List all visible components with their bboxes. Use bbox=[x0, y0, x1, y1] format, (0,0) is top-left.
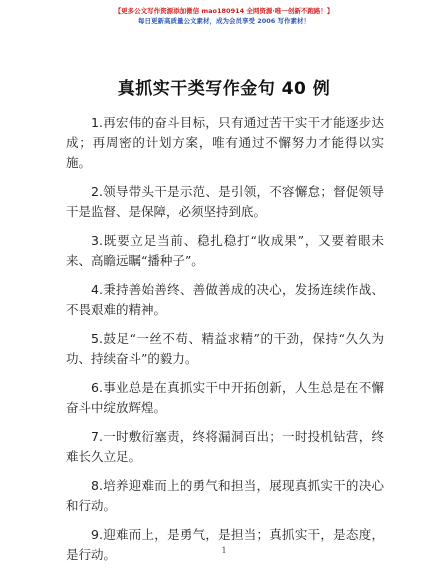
list-item bbox=[66, 182, 384, 222]
document-title: 真抓实干类写作金句 40 例 bbox=[117, 79, 331, 99]
item-number: 8. bbox=[91, 478, 103, 493]
item-text: 培养迎难而上的勇气和担当，展现真抓实干的决心和行动。 bbox=[66, 478, 384, 513]
list-item bbox=[66, 427, 384, 467]
list-item bbox=[66, 476, 384, 516]
list-item bbox=[66, 231, 384, 271]
item-number: 9. bbox=[91, 527, 103, 542]
item-number: 1. bbox=[91, 115, 103, 130]
list-item bbox=[66, 113, 384, 173]
document-body bbox=[66, 113, 384, 574]
promo-banner-line-2: 每日更新高质量公文素材，成为会员享受 2006 写作素材！ bbox=[137, 17, 311, 25]
item-number: 2. bbox=[91, 184, 103, 199]
item-number: 3. bbox=[91, 233, 103, 248]
item-number: 7. bbox=[91, 429, 103, 444]
list-item bbox=[66, 378, 384, 418]
item-number: 5. bbox=[91, 331, 103, 346]
list-item bbox=[66, 280, 384, 320]
item-text: 一时敷衍塞责，终将漏洞百出；一时投机钻营，终难长久立足。 bbox=[66, 429, 384, 464]
item-text: 领导带头干是示范、是引领，不容懈怠；督促领导干是监督、是保障，必须坚持到底。 bbox=[66, 184, 384, 219]
item-text: 鼓足“一丝不苟、精益求精”的干劲，保持“久久为功、持续奋斗”的毅力。 bbox=[66, 331, 384, 366]
item-number: 6. bbox=[91, 380, 103, 395]
item-text: 秉持善始善终、善做善成的决心，发扬连续作战、不畏艰难的精神。 bbox=[66, 282, 384, 317]
item-text: 迎难而上，是勇气，是担当；真抓实干，是态度，是行动。 bbox=[66, 527, 384, 562]
list-item bbox=[66, 525, 384, 565]
item-text: 既要立足当前、稳扎稳打“收成果”，又要着眼未来、高瞻远瞩“播种子”。 bbox=[66, 233, 384, 268]
promo-banner-line-1: 【更多公文写作资源添加微信 mao180914 全网资源·唯一创新不跑路！】 bbox=[114, 7, 334, 15]
item-text: 再宏伟的奋斗目标，只有通过苦干实干才能逐步达成；再周密的计划方案，唯有通过不懈努力才能得以实施。 bbox=[66, 115, 384, 170]
item-number: 4. bbox=[91, 282, 103, 297]
list-item bbox=[66, 329, 384, 369]
page-number: 1 bbox=[221, 546, 227, 555]
item-text: 事业总是在真抓实干中开拓创新，人生总是在不懈奋斗中绽放辉煌。 bbox=[66, 380, 384, 415]
